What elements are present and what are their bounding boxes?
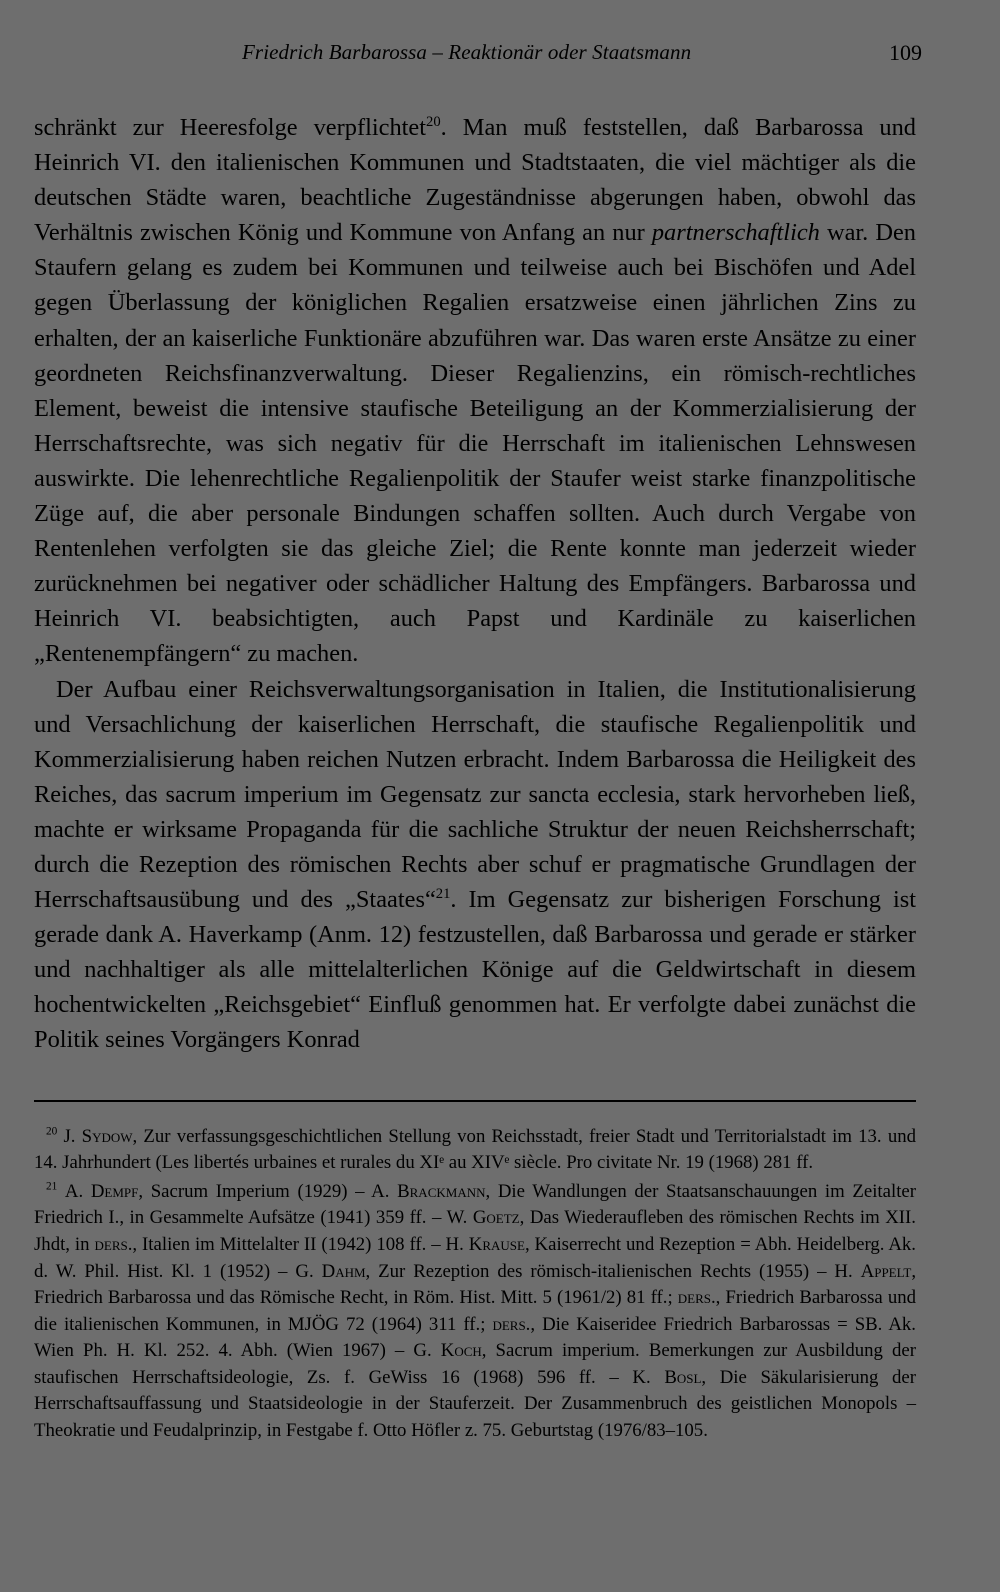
paragraph-2-text-b: . Im Gegensatz zur bisherigen Forschung ist gerade dank A. Haverkamp (Anm. 12) festzustellen, daß Barbarossa und gerade er stärker und nachhaltiger als alle mittelalterlichen Könige auf die Geldwirtschaft in diesem hochentwickelten „Reichsgebiet“ Einfluß genommen hat. Er verfolgte dabei zunächst die Politik seines Vorgängers Konrad xyxy=(34,886,916,1054)
paragraph-1-text-a: schränkt zur Heeresfolge verpflichtet xyxy=(34,114,427,141)
footnote-text: , Kaiserrecht und Rezeption = Abh. Heidelberg. Ak. d. W. Phil. Hist. Kl. 1 (1952) – G. xyxy=(34,1233,916,1282)
footnote-text: , Friedrich Barbarossa und das Römische Recht, in Röm. Hist. Mitt. 5 (1961/2) 81 ff.; xyxy=(34,1260,917,1309)
footnote-author: ders. xyxy=(94,1233,133,1255)
paragraph-2 xyxy=(34,672,916,1058)
footnote-number: 20 xyxy=(46,1125,58,1138)
running-title: Friedrich Barbarossa – Reaktionär oder Staatsmann xyxy=(242,40,692,64)
footnote-text: , Die Wandlungen der Staatsanschauungen im Zeitalter Friedrich I., in Gesammelte Aufsätze (1941) 359 ff. – W. xyxy=(34,1180,917,1229)
footnote-rule xyxy=(34,1100,916,1102)
footnote-author: A. Dempf xyxy=(64,1180,139,1202)
footnote-number: 21 xyxy=(46,1180,58,1193)
footnote-ref-21[interactable]: 21 xyxy=(435,885,451,902)
footnote-21 xyxy=(34,1179,916,1445)
page-number: 109 xyxy=(889,40,922,65)
footnote-author: Goetz xyxy=(472,1207,520,1229)
footnote-text: , Die Kaiseridee Friedrich Barbarossas = SB. Ak. Wien Ph. H. Kl. 252. 4. Abh. (Wien 1967) – G. xyxy=(34,1313,916,1362)
footnote-author: Bosl xyxy=(664,1366,702,1388)
body-text xyxy=(34,110,916,1058)
footnote-author: Krause xyxy=(468,1233,525,1255)
footnote-author: Appelt xyxy=(860,1260,912,1282)
paragraph-1-text-b: . Man muß feststellen, daß Barbarossa und Heinrich VI. den italienischen Kommunen und Stadtstaaten, die viel mächtiger als die deutschen Städte waren, beachtliche Zugeständnisse abgerungen haben, obwohl das Verhältnis zwischen König und Kommune von Anfang an nur xyxy=(34,114,916,247)
footnote-author: J. Sydow xyxy=(63,1125,133,1147)
footnote-text: , Das Wiederaufleben des römischen Rechts im XII. Jhdt, in xyxy=(34,1207,916,1255)
footnote-text: , Sacrum Imperium (1929) – A. xyxy=(138,1180,398,1202)
footnote-text: , Sacrum imperium. Bemerkungen zur Ausbildung der staufischen Herrschaftsideologie, Zs. f. GeWiss 16 (1968) 596 ff. – K. xyxy=(34,1340,917,1388)
running-head xyxy=(34,40,922,76)
footnote-ref-20[interactable]: 20 xyxy=(426,113,441,130)
footnote-author: Koch xyxy=(440,1340,482,1362)
paragraph-1-text-c: war. Den Staufern gelang es zudem bei Kommunen und teilweise auch bei Bischöfen und Adel gegen Überlassung der königlichen Regalien ersatzweise einen jährlichen Zins zu erhalten, der an kaiserliche Funktionäre abzuführen war. Das waren erste Ansätze zu einer geordneten Reichsfinanzverwaltung. Dieser Regalienzins, ein römisch-rechtliches Element, beweist die intensive staufische Beteiligung an der Kommerzialisierung der Herrschaftsrechte, was sich negativ für die Herrschaft im italienischen Lehnswesen auswirkte. Die lehenrechtliche Regalienpolitik der Staufer weist starke finanzpolitische Züge auf, die aber personale Bindungen schaffen sollten. Auch durch Vergabe von Rentenlehen verfolgten sie das gleiche Ziel; die Rente konnte man jederzeit wieder zurücknehmen bei negativer oder schädlicher Haltung des Empfängers. Barbarossa und Heinrich VI. beabsichtigten, auch Papst und Kardinäle zu kaiserlichen „Rentenempfängern“ zu machen. xyxy=(34,219,916,668)
footnote-text: , Die Säkularisierung der Herrschaftsauffassung und Staatsideologie in der Stauferzeit. Der Zusammenbruch des geistlichen Monopols – Theokratie und Feudalprinzip, in Festgabe f. Otto Höfler z. 75. Geburtstag (1976/83–105. xyxy=(34,1366,916,1442)
footnote-author: Dahm xyxy=(321,1260,366,1282)
footnote-text: , Zur Rezeption des römisch-italienischen Rechts (1955) – H. xyxy=(365,1260,861,1282)
footnote-20 xyxy=(34,1124,916,1177)
footnote-text: , Zur verfassungsgeschichtlichen Stellung von Reichsstadt, freier Stadt und Territorialstadt im 13. und 14. Jahrhundert (Les libertés urbaines et rurales du XIᵉ au XIVᵉ siècle. Pro civitate Nr. 19 (1968) 281 ff. xyxy=(34,1125,916,1174)
paragraph-1 xyxy=(34,110,916,672)
footnote-author: ders. xyxy=(677,1287,716,1309)
paragraph-2-text-a: Der Aufbau einer Reichsverwaltungsorganisation in Italien, die Institutionalisierung und Versachlichung der kaiserlichen Herrschaft, die staufische Regalienpolitik und Kommerzialisierung haben reichen Nutzen erbracht. Indem Barbarossa die Heiligkeit des Reiches, das sacrum imperium im Gegensatz zur sancta ecclesia, stark hervorheben ließ, machte er wirksame Propaganda für die sachliche Struktur der neuen Reichsherrschaft; durch die Rezeption des römischen Rechts aber schuf er pragmatische Grundlagen der Herrschaftsausübung und des „Staates“ xyxy=(34,675,916,914)
footnote-text: , Friedrich Barbarossa und die italienischen Kommunen, in MJÖG 72 (1964) 311 ff.; xyxy=(34,1287,916,1335)
footnote-author: Brackmann xyxy=(397,1180,486,1202)
footnote-author: ders. xyxy=(492,1313,531,1335)
emphasis-partnerschaftlich: partnerschaftlich xyxy=(651,219,820,247)
footnote-text: , Italien im Mittelalter II (1942) 108 ff. – H. xyxy=(132,1233,469,1255)
footnotes xyxy=(34,1124,916,1445)
